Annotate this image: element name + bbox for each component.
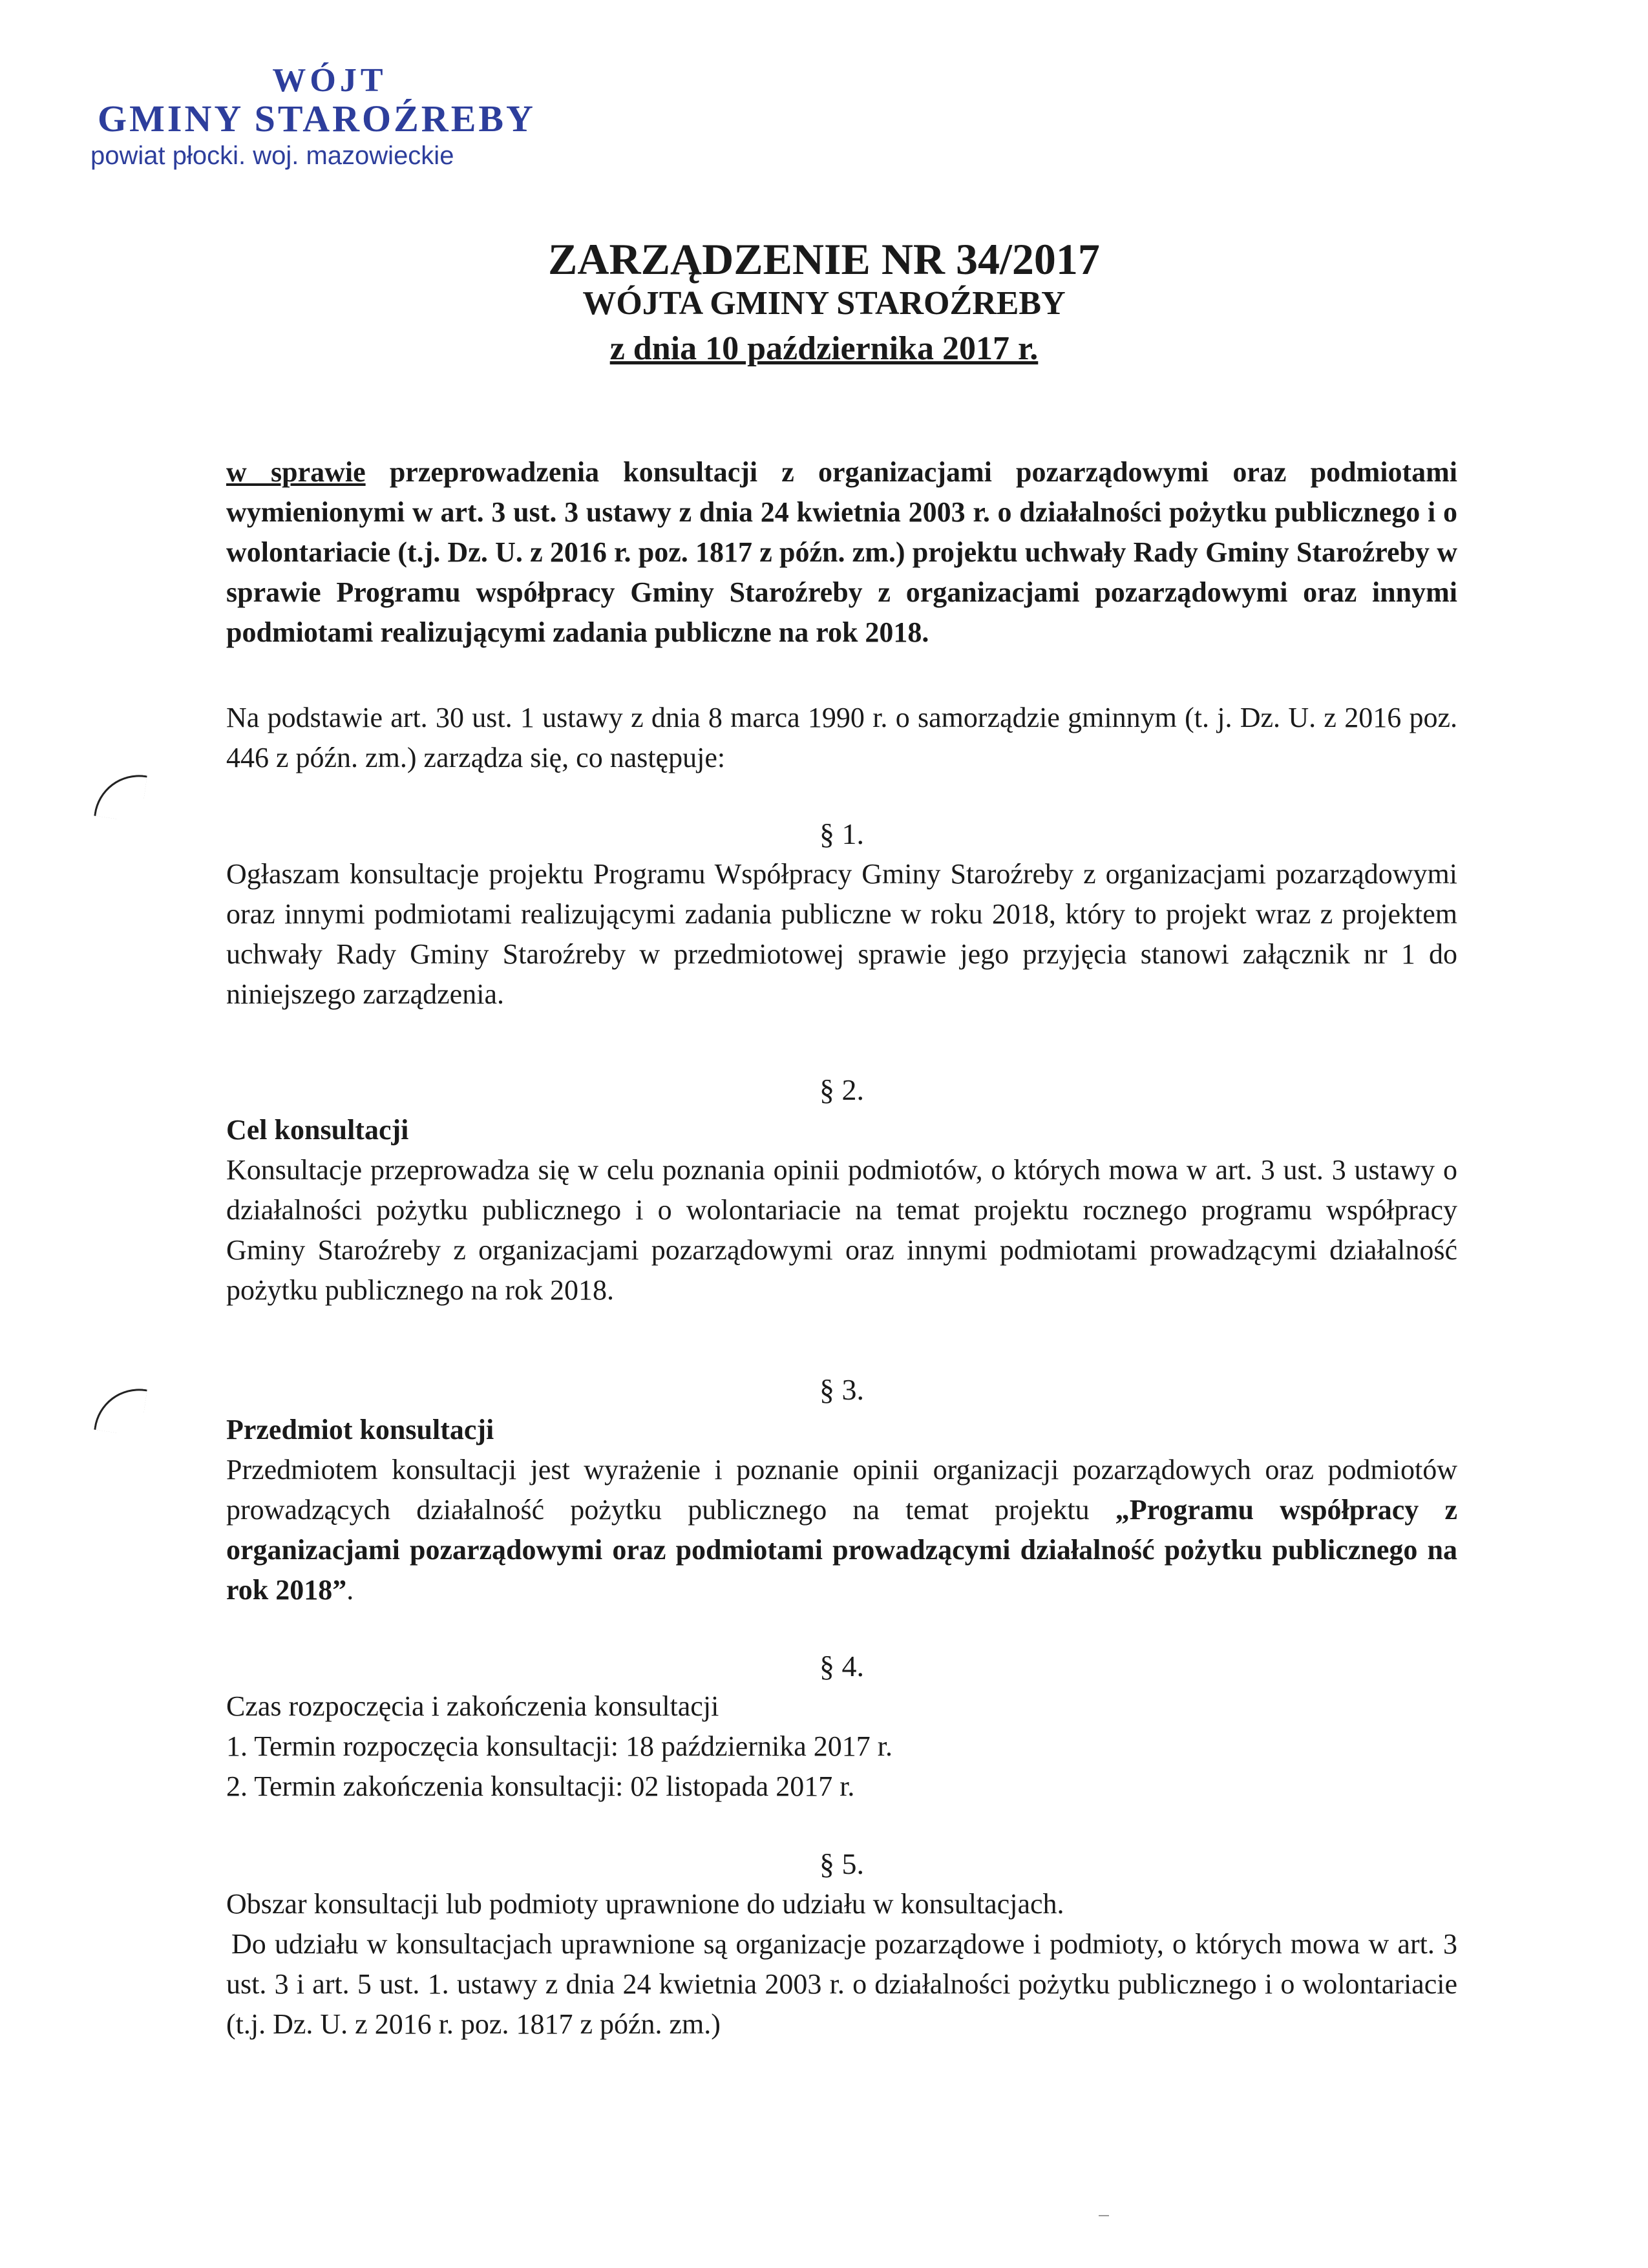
subject-lead: w sprawie <box>226 456 366 488</box>
punch-hole-mark <box>94 1383 147 1436</box>
section-1-mark: § 1. <box>819 817 864 850</box>
section-4 <box>226 1646 1457 1807</box>
section-4-item-2: 2. Termin zakończenia konsultacji: 02 listopada 2017 r. <box>226 1770 855 1802</box>
scan-mark <box>1099 2215 1109 2216</box>
section-5-heading: Obszar konsultacji lub podmioty uprawnione do udziału w konsultacjach. <box>226 1888 1064 1920</box>
stamp-line-1: WÓJT <box>272 62 387 99</box>
stamp-line-3: powiat płocki. woj. mazowieckie <box>90 141 454 170</box>
legal-basis: Na podstawie art. 30 ust. 1 ustawy z dnia 8 marca 1990 r. o samorządzie gminnym (t. j. Dz. U. z 2016 poz. 446 z późn. zm.) zarządza się, co następuje: <box>226 702 1457 773</box>
section-2-heading: Cel konsultacji <box>226 1114 409 1146</box>
section-5-mark: § 5. <box>819 1847 864 1880</box>
section-1-text: Ogłaszam konsultacje projektu Programu Współpracy Gminy Staroźreby z organizacjami pozarządowymi oraz innymi podmiotami realizującymi zadania publiczne w roku 2018, który to projekt wraz z projektem uchwały Rady Gminy Staroźreby w przedmiotowej sprawie jego przyjęcia stanowi załącznik nr 1 do niniejszego zarządzenia. <box>226 858 1457 1010</box>
section-3-mark: § 3. <box>819 1373 864 1406</box>
official-stamp <box>90 61 543 171</box>
section-3-heading: Przedmiot konsultacji <box>226 1414 494 1445</box>
subject-paragraph <box>226 452 1457 653</box>
punch-hole-mark <box>94 769 147 822</box>
section-1 <box>226 814 1457 1014</box>
document-date: z dnia 10 października 2017 r. <box>609 330 1039 367</box>
document-issuer: WÓJTA GMINY STAROŹREBY <box>582 285 1066 322</box>
section-3-text <box>226 1450 1457 1610</box>
section-4-heading: Czas rozpoczęcia i zakończenia konsultacji <box>226 1690 719 1722</box>
subject-text: przeprowadzenia konsultacji z organizacjami pozarządowymi oraz podmiotami wymienionymi w art. 3 ust. 3 ustawy z dnia 24 kwietnia 2003 r. o działalności pożytku publicznego i o wolontariacie (t.j. Dz. U. z 2016 r. poz. 1817 z późn. zm.) projektu uchwały Rady Gminy Staroźreby w sprawie Programu współpracy Gminy Staroźreby z organizacjami pozarządowymi oraz innymi podmiotami realizującymi zadania publiczne na rok 2018. <box>226 456 1457 648</box>
section-3 <box>226 1370 1457 1610</box>
section-4-item-1: 1. Termin rozpoczęcia konsultacji: 18 października 2017 r. <box>226 1730 893 1762</box>
section-5-text: Do udziału w konsultacjach uprawnione są organizacje pozarządowe i podmioty, o których mowa w art. 3 ust. 3 i art. 5 ust. 1. ustawy z dnia 24 kwietnia 2003 r. o działalności pożytku publicznego i o wolontariacie (t.j. Dz. U. z 2016 r. poz. 1817 z późn. zm.) <box>226 1928 1457 2040</box>
section-2-mark: § 2. <box>819 1073 864 1106</box>
section-2 <box>226 1070 1457 1310</box>
stamp-line-2: GMINY STAROŹREBY <box>98 98 536 140</box>
section-3-text-plain: Przedmiotem konsultacji jest wyrażenie i poznanie opinii organizacji pozarządowych oraz podmiotów prowadzących działalność pożytku publicznego na temat projektu <box>226 1454 1457 1526</box>
section-4-mark: § 4. <box>819 1650 864 1683</box>
document-title: ZARZĄDZENIE NR 34/2017 <box>548 235 1100 284</box>
section-2-text: Konsultacje przeprowadza się w celu poznania opinii podmiotów, o których mowa w art. 3 ust. 3 ustawy o działalności pożytku publicznego i o wolontariacie na temat projektu rocznego programu współpracy Gminy Staroźreby z organizacjami pozarządowymi oraz innymi podmiotami prowadzącymi działalność pożytku publicznego na rok 2018. <box>226 1154 1457 1306</box>
section-3-text-end: . <box>346 1574 354 1606</box>
section-5 <box>226 1844 1457 2044</box>
document-body <box>226 452 1457 2044</box>
section-3-text-bold: „Programu współpracy z organizacjami pozarządowymi oraz podmiotami prowadzącymi działalność pożytku publicznego na rok 2018” <box>226 1494 1457 1606</box>
